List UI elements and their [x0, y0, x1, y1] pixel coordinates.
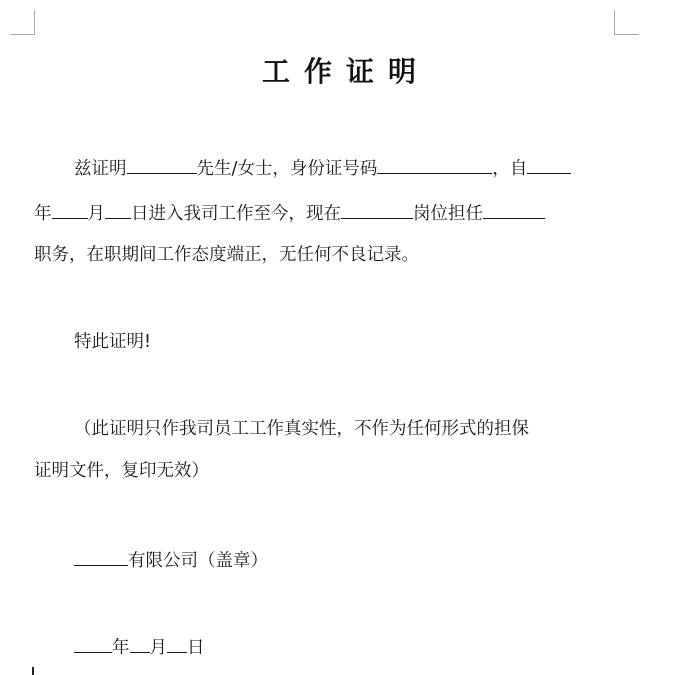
- page-corner-mark-top-left: [10, 10, 35, 35]
- year-label: 年: [34, 204, 52, 224]
- name-blank[interactable]: [127, 157, 197, 174]
- company-seal-line: [74, 549, 268, 572]
- month-label: 月: [87, 204, 105, 224]
- certificate-line-3: 职务，在职期间工作态度端正，无任何不良记录。: [34, 245, 419, 265]
- signature-date-line: [74, 636, 205, 659]
- start-year-blank[interactable]: [527, 157, 571, 174]
- job-title-blank[interactable]: [483, 202, 545, 219]
- sign-day-blank[interactable]: [167, 636, 187, 653]
- sign-year-label: 年: [112, 638, 130, 658]
- join-company-text: 日进入我司工作至今，现在: [131, 204, 341, 224]
- special-certification-text: 特此证明!: [74, 332, 152, 352]
- disclaimer-line-1: （此证明只作我司员工工作真实性，不作为任何形式的担保: [74, 419, 529, 439]
- text-cursor: [32, 667, 34, 675]
- certificate-line-2: [34, 202, 545, 225]
- sign-day-label: 日: [187, 638, 205, 658]
- certificate-intro-text: 兹证明: [74, 159, 127, 179]
- id-number-blank[interactable]: [377, 157, 492, 174]
- sign-year-blank[interactable]: [74, 636, 112, 653]
- company-name-blank[interactable]: [74, 549, 128, 566]
- certificate-line-1: [74, 157, 571, 180]
- document-title: 工作证明: [261, 55, 430, 88]
- start-day-blank[interactable]: [105, 202, 131, 219]
- gender-id-label: 先生/女士，身份证号码: [196, 159, 378, 179]
- from-label: ，自: [492, 159, 528, 179]
- company-seal-label: 有限公司（盖章）: [128, 551, 268, 571]
- sign-month-label: 月: [149, 638, 167, 658]
- start-month-blank[interactable]: [52, 202, 88, 219]
- department-blank[interactable]: [341, 202, 413, 219]
- disclaimer-line-2: 证明文件，复印无效）: [34, 461, 209, 481]
- sign-month-blank[interactable]: [130, 636, 150, 653]
- position-label: 岗位担任: [413, 204, 483, 224]
- page-corner-mark-top-right: [614, 10, 639, 35]
